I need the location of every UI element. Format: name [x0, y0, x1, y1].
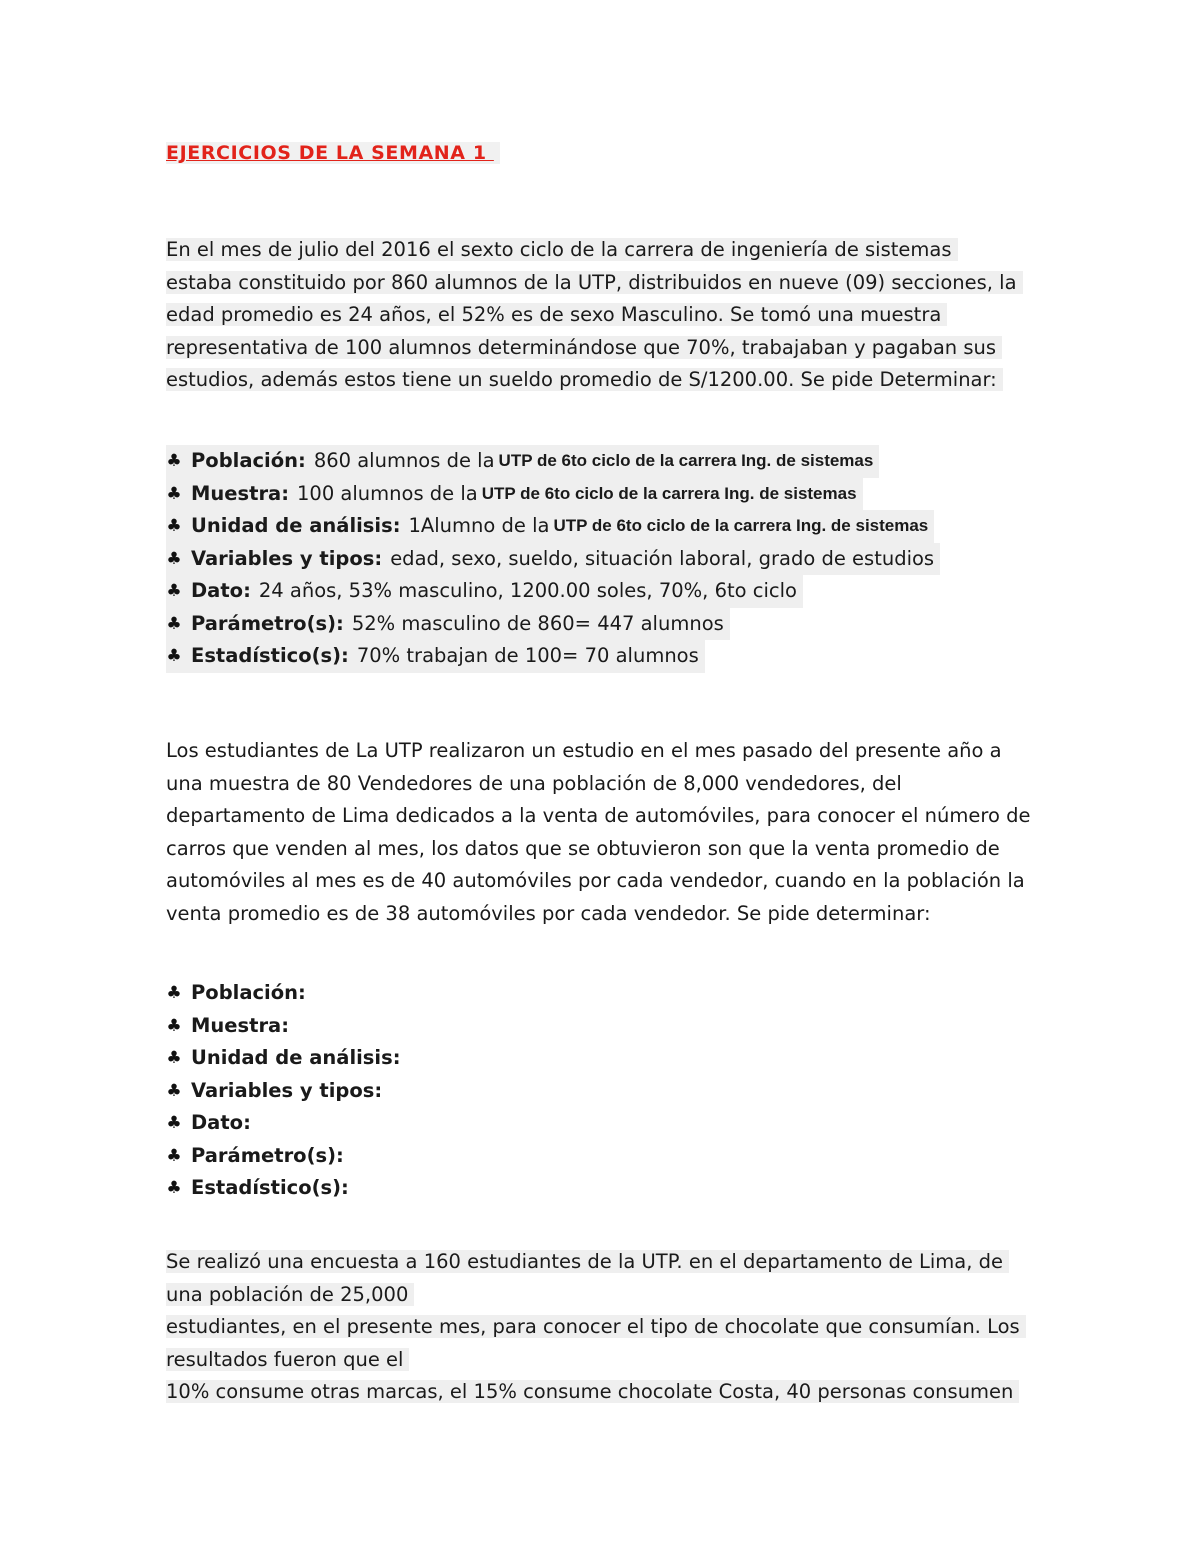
- club-bullet-icon: ♣: [166, 1080, 182, 1101]
- list-item-poblacion: [166, 445, 940, 478]
- item-label: Parámetro(s):: [191, 1143, 344, 1167]
- item-extra: UTP de 6to ciclo de la carrera Ing. de sistemas: [498, 451, 874, 470]
- list-item-variables: [166, 543, 940, 576]
- item-label: Dato:: [191, 579, 251, 602]
- club-bullet-icon: ♣: [166, 516, 182, 536]
- paragraph-line: Se realizó una encuesta a 160 estudiantes de la UTP. en el departamento de Lima, de: [166, 1250, 1009, 1273]
- item-label: Unidad de análisis:: [191, 1046, 401, 1069]
- item-label: Muestra:: [191, 1013, 290, 1037]
- club-bullet-icon: ♣: [166, 451, 182, 471]
- paragraph-line: carros que venden al mes, los datos que se obtuvieron son que la venta promedio de: [166, 836, 1000, 860]
- list-item-dato: [166, 575, 940, 608]
- club-bullet-icon: ♣: [166, 483, 182, 504]
- exercise2-paragraph: [166, 735, 1046, 930]
- item-value: 860 alumnos de la: [313, 449, 495, 472]
- club-bullet-icon: ♣: [166, 1178, 182, 1198]
- club-bullet-icon: ♣: [166, 581, 182, 601]
- item-label: Estadístico(s):: [191, 1176, 349, 1199]
- item-label: Muestra:: [191, 481, 290, 505]
- club-bullet-icon: ♣: [166, 1145, 182, 1166]
- item-label: Población:: [191, 981, 306, 1004]
- paragraph-line: automóviles al mes es de 40 automóviles por cada vendedor, cuando en la población la: [166, 869, 1025, 892]
- paragraph-line: representativa de 100 alumnos determinándose que 70%, trabajaban y pagaban sus: [166, 336, 1002, 359]
- item-label: Estadístico(s):: [191, 644, 349, 667]
- exercise1-paragraph: [166, 234, 1046, 397]
- paragraph-line: una muestra de 80 Vendedores de una población de 8,000 vendedores, del: [166, 771, 902, 795]
- club-bullet-icon: ♣: [166, 983, 182, 1003]
- exercise3-paragraph: [166, 1246, 1046, 1409]
- list-item-unidad: [166, 1042, 415, 1075]
- paragraph-line: 10% consume otras marcas, el 15% consume chocolate Costa, 40 personas consumen: [166, 1380, 1019, 1403]
- item-value: 100 alumnos de la: [297, 481, 478, 505]
- paragraph-line: Los estudiantes de La UTP realizaron un estudio en el mes pasado del presente año a: [166, 739, 1002, 762]
- list-item-muestra: [166, 478, 940, 511]
- exercise2-answers-list: [166, 977, 415, 1205]
- paragraph-line: estudios, además estos tiene un sueldo promedio de S/1200.00. Se pide Determinar:: [166, 368, 1003, 391]
- paragraph-line: una población de 25,000: [166, 1283, 414, 1306]
- list-item-dato: [166, 1107, 415, 1140]
- list-item-estadistico: [166, 1172, 415, 1205]
- paragraph-line: estudiantes, en el presente mes, para conocer el tipo de chocolate que consumían. Los: [166, 1315, 1026, 1338]
- item-label: Unidad de análisis:: [191, 514, 401, 537]
- club-bullet-icon: ♣: [166, 548, 182, 569]
- list-item-unidad: [166, 510, 940, 543]
- item-label: Variables y tipos:: [191, 546, 383, 570]
- list-item-muestra: [166, 1010, 415, 1043]
- list-item-poblacion: [166, 977, 415, 1010]
- club-bullet-icon: ♣: [166, 1048, 182, 1068]
- item-value: 1Alumno de la: [408, 514, 550, 537]
- paragraph-line: departamento de Lima dedicados a la venta de automóviles, para conocer el número de: [166, 804, 1031, 827]
- item-value: 52% masculino de 860= 447 alumnos: [351, 611, 724, 635]
- paragraph-line: edad promedio es 24 años, el 52% es de sexo Masculino. Se tomó una muestra: [166, 303, 947, 326]
- document-title: EJERCICIOS DE LA SEMANA 1: [166, 142, 500, 164]
- item-extra: UTP de 6to ciclo de la carrera Ing. de sistemas: [553, 516, 929, 535]
- club-bullet-icon: ♣: [166, 613, 182, 634]
- club-bullet-icon: ♣: [166, 646, 182, 666]
- club-bullet-icon: ♣: [166, 1113, 182, 1133]
- item-value: edad, sexo, sueldo, situación laboral, grado de estudios: [390, 546, 935, 570]
- item-label: Población:: [191, 449, 306, 472]
- item-label: Variables y tipos:: [191, 1078, 383, 1102]
- list-item-variables: [166, 1075, 415, 1108]
- club-bullet-icon: ♣: [166, 1015, 182, 1036]
- item-value: 70% trabajan de 100= 70 alumnos: [356, 644, 699, 667]
- paragraph-line: estaba constituido por 860 alumnos de la UTP, distribuidos en nueve (09) secciones, la: [166, 271, 1023, 294]
- list-item-estadistico: [166, 640, 940, 673]
- item-label: Dato:: [191, 1111, 251, 1134]
- list-item-parametro: [166, 608, 940, 641]
- paragraph-line: venta promedio es de 38 automóviles por cada vendedor. Se pide determinar:: [166, 901, 931, 925]
- paragraph-line: resultados fueron que el: [166, 1348, 409, 1371]
- exercise1-answers-list: [166, 445, 940, 673]
- list-item-parametro: [166, 1140, 415, 1173]
- item-extra: UTP de 6to ciclo de la carrera Ing. de sistemas: [481, 483, 857, 503]
- paragraph-line: En el mes de julio del 2016 el sexto ciclo de la carrera de ingeniería de sistemas: [166, 238, 958, 261]
- item-label: Parámetro(s):: [191, 611, 344, 635]
- item-value: 24 años, 53% masculino, 1200.00 soles, 70%, 6to ciclo: [258, 579, 797, 602]
